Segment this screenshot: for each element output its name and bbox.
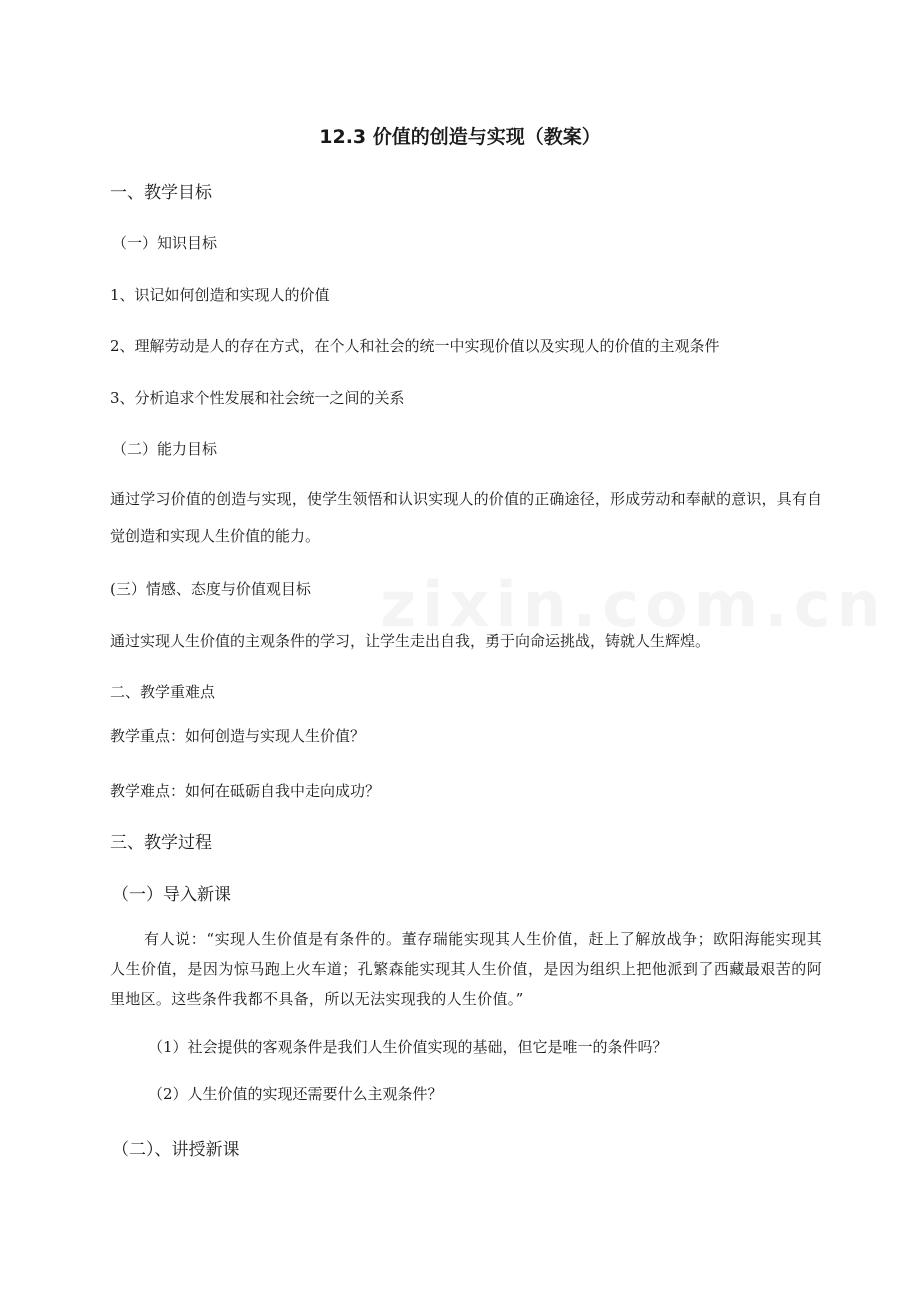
knowledge-goal-item-2: 2、理解劳动是人的存在方式，在个人和社会的统一中实现价值以及实现人的价值的主观条件: [110, 337, 720, 355]
section-heading-teaching-goals: 一、教学目标: [110, 183, 212, 203]
subheading-lead-in: （一）导入新课: [112, 885, 231, 905]
attitude-goal-text: 通过实现人生价值的主观条件的学习，让学生走出自我，勇于向命运挑战，铸就人生辉煌。: [110, 632, 711, 650]
subheading-attitude-goals: (三）情感、态度与价值观目标: [110, 580, 311, 598]
section-heading-key-points: 二、教学重难点: [110, 683, 216, 701]
key-point-text: 教学重点：如何创造与实现人生价值？: [110, 727, 366, 745]
document-title: 12.3 价值的创造与实现（教案）: [319, 126, 601, 148]
knowledge-goal-item-3: 3、分析追求个性发展和社会统一之间的关系: [110, 389, 405, 407]
question-2: （2）人生价值的实现还需要什么主观条件？: [148, 1085, 443, 1103]
ability-goal-text: 通过学习价值的创造与实现，使学生领悟和认识实现人的价值的正确途径，形成劳动和奉献的意识，具有自觉创造和实现人生价值的能力。: [110, 490, 822, 545]
subheading-ability-goals: （二）能力目标: [112, 440, 218, 458]
lead-in-quote: 有人说：“实现人生价值是有条件的。董存瑞能实现其人生价值，赶上了解放战争；欧阳海能实现其人生价值，是因为惊马跑上火车道；孔繁森能实现其人生价值，是因为组织上把他派到了西藏最艰苦的阿里地区。这些条件我都不具备，所以无法实现我的人生价值。”: [110, 930, 822, 1008]
difficult-point-text: 教学难点：如何在砥砺自我中走向成功？: [110, 782, 381, 800]
knowledge-goal-item-1: 1、识记如何创造和实现人的价值: [110, 286, 330, 304]
question-1: （1）社会提供的客观条件是我们人生价值实现的基础，但它是唯一的条件吗？: [148, 1038, 668, 1056]
subheading-knowledge-goals: （一）知识目标: [112, 234, 218, 252]
subheading-new-lesson: （二）、讲授新课: [112, 1140, 240, 1160]
section-heading-teaching-process: 三、教学过程: [110, 833, 212, 853]
